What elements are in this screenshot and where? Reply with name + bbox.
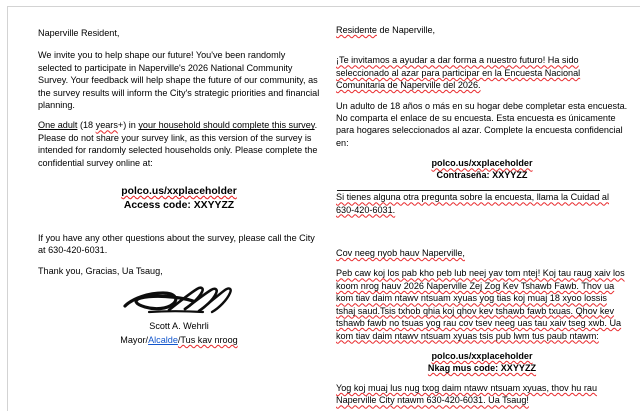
signer-title-mayor: Mayor/ xyxy=(120,335,149,346)
english-paragraph-2 xyxy=(38,119,320,169)
english-greeting: Naperville Resident, xyxy=(38,28,120,38)
signature-image xyxy=(119,284,239,318)
signer-title xyxy=(38,334,320,346)
english-p2-this-survey: this survey xyxy=(271,120,315,131)
english-greeting-wrap xyxy=(38,0,320,39)
signer-title-hmong: /Tus kav nroog xyxy=(177,335,238,346)
signer-title-alcalde[interactable]: Alcalde xyxy=(148,335,178,346)
hmong-access-code: Nkag mus code: XXYYZZ xyxy=(427,362,537,373)
english-survey-url[interactable]: polco.us/xxplaceholder xyxy=(121,186,237,198)
spanish-survey-url[interactable]: polco.us/xxplaceholder xyxy=(431,158,533,169)
spanish-paragraph-2: Un adulto de 18 años o más en su hogar debe completar esta encuesta. No comparta el enlace de su encuesta. Esta encuesta es únicamente para hogares seleccionados al azar. Complete la encuesta confidencial en: xyxy=(336,100,628,148)
hmong-access-code-wrap xyxy=(336,362,628,374)
hmong-greeting-wrap xyxy=(336,238,628,259)
english-survey-url-wrap xyxy=(38,185,320,199)
english-p2-frag-b: (18 xyxy=(77,120,96,131)
spanish-greeting-residente: Residente xyxy=(336,25,377,35)
spanish-hmong-column xyxy=(336,0,628,415)
english-access-code: Access code: XXYYZZ xyxy=(123,199,235,211)
divider-spacer xyxy=(336,224,628,238)
hmong-paragraph-1: Peb caw koj los pab kho peb lub neej yav tom ntej! Koj tau raug xaiv los koom nrog hauv 2026 Naperville Zej Zog Kev Tshawb Fawb. Thov ua kom tiav daim ntawv ntsuam xyuas yog tias koj muaj 18 xyoo lossis tshaj saud.Tsis txhob qhia koj qhov kev tshawb fawb txuas. Qhov kev tshawb fawb no tsuas yog rau cov tsev neeg uas tau xaiv tseg xwb. Ua kom tiav daim ntawv ntsuam xyuas tsis pub lwm tus paub ntawm: xyxy=(336,268,625,341)
english-paragraph-3: If you have any other questions about the survey, please call the City at 630-420-6031. xyxy=(38,233,315,256)
english-p2-your-household: your household should xyxy=(138,120,230,131)
spanish-access-code: Contraseña: XXYYZZ xyxy=(436,170,528,181)
english-p2-one-adult: One adult xyxy=(38,120,78,131)
english-p2-years: years xyxy=(95,120,118,131)
english-tail xyxy=(38,220,320,277)
hmong-survey-url[interactable]: polco.us/xxplaceholder xyxy=(431,350,533,361)
spanish-greeting-wrap xyxy=(336,0,628,36)
section-divider xyxy=(337,190,600,191)
hmong-survey-url-wrap xyxy=(336,350,628,362)
spanish-greeting xyxy=(336,24,628,36)
page-edge-left xyxy=(7,6,8,411)
spanish-survey-url-wrap xyxy=(336,157,628,169)
english-paragraph-1: We invite you to help shape our future! You've been randomly selected to participate in Naperville's 2026 National Community Survey. Your feedback will help shape the future of our community, as the survey results will inform the City's strategic priorities and financial planning. xyxy=(38,50,320,111)
spanish-greeting-rest: de Naperville, xyxy=(376,25,436,35)
hmong-greeting: Cov neeg nyob hauv Naperville, xyxy=(336,248,465,259)
spanish-paragraph-1: ¡Te invitamos a ayudar a dar forma a nuestro futuro! Ha sido seleccionado al azar para participar en la Encuesta Nacional Comunitaria de Naperville del 2026. xyxy=(336,55,581,91)
english-thanks: Thank you, Gracias, Ua Tsaug, xyxy=(38,265,163,276)
english-p2-frag-f: complete xyxy=(229,120,272,131)
english-p2-frag-h: . Please do not share your survey link, as this version of the survey is intended for randomly selected households only. Please complete the confidential survey online at: xyxy=(38,120,318,168)
english-p2-frag-d: +) in xyxy=(117,120,139,131)
signature-block xyxy=(38,284,320,346)
english-column xyxy=(38,0,320,285)
spanish-paragraph-3: Si tienes alguna otra pregunta sobre la encuesta, llama la Cuidad al 630-420-6031. xyxy=(336,192,609,215)
hmong-paragraph-2: Yog koj muaj lus nug txog daim ntawv ntsuam xyuas, thov hu rau Naperville City ntawm 630-420-6031. Ua Tsaug! xyxy=(336,382,598,406)
signer-name: Scott A. Wehrli xyxy=(149,321,209,331)
english-url-block xyxy=(38,177,320,212)
